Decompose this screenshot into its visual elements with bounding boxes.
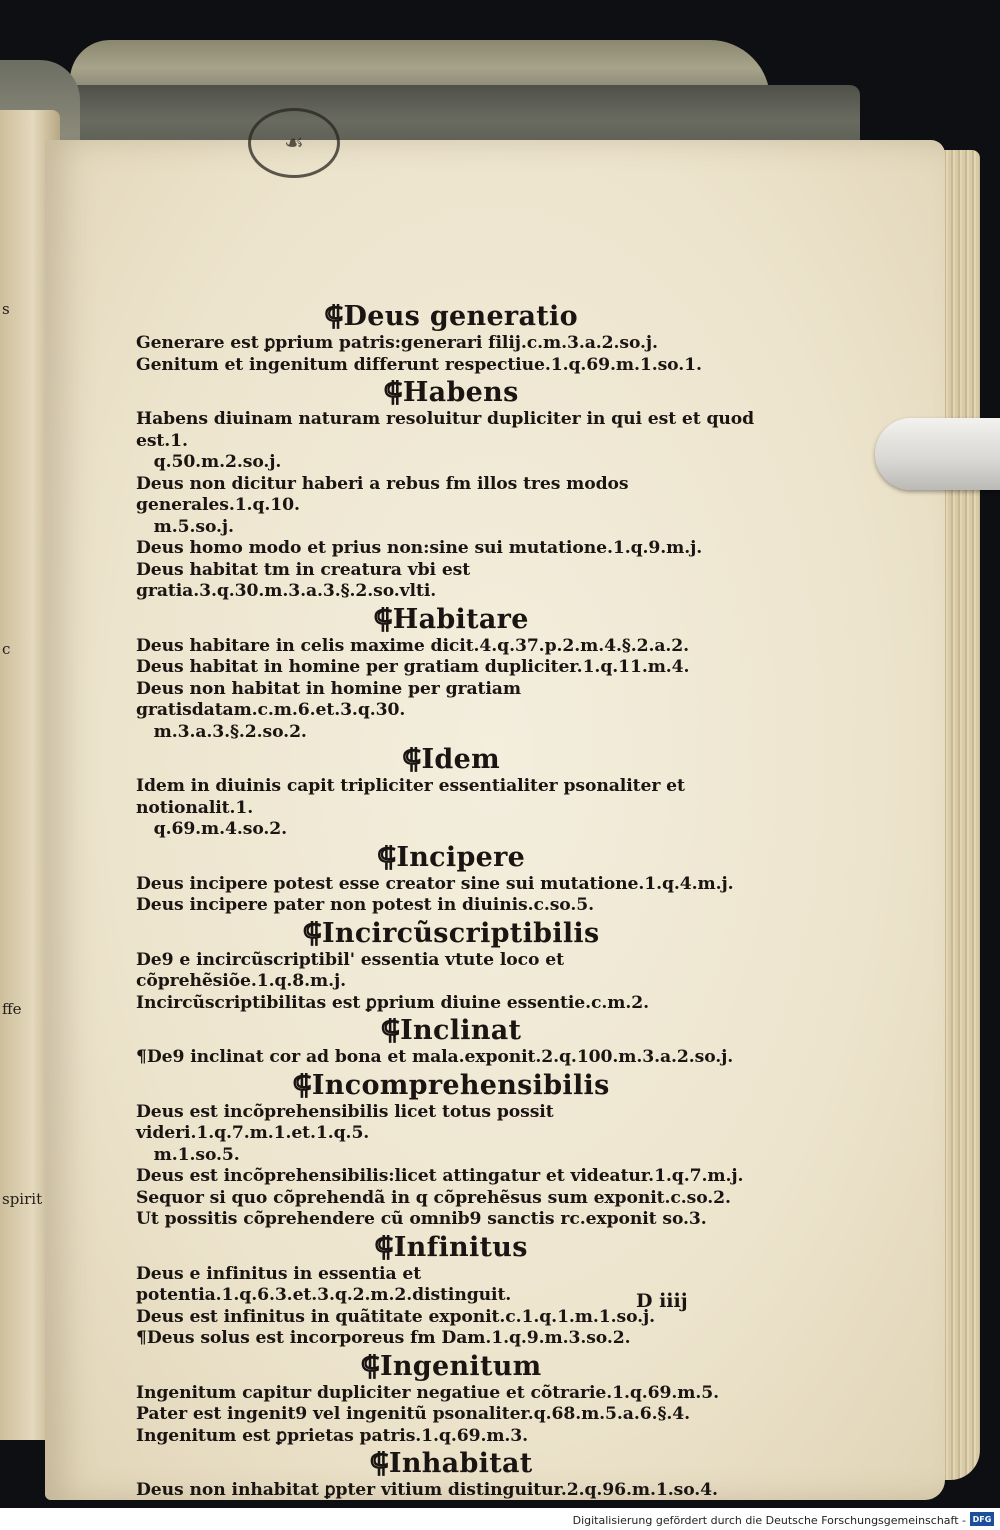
entry-line: m.3.a.3.§.2.so.2. [136,721,307,742]
pilcrow-icon: ⸿ [383,377,403,408]
section-heading [136,1014,766,1047]
left-page-fragment: spirit [2,1190,43,1208]
section-heading-text: Incipere [396,841,526,873]
funding-notice: Digitalisierung gefördert durch die Deutsche Forschungsgemeinschaft - [572,1514,966,1527]
entry-line: Ingenitum capitur dupliciter negatiue et cõtrarie.1.q.69.m.5. [136,1382,719,1403]
section-heading [136,603,766,636]
entry-line: m.5.so.j. [136,516,234,537]
entry-line: Deus incipere potest esse creator sine sui mutatione.1.q.4.m.j. [136,873,734,894]
section-heading [136,917,766,950]
entry-line: ¶De9 inclinat cor ad bona et mala.exponit.2.q.100.m.3.a.2.so.j. [136,1047,734,1067]
section-heading-text: Deus generatio [343,301,578,332]
signature-mark: D iiij [636,1290,688,1312]
entry-line: Deus habitat in homine per gratiam dupliciter.1.q.11.m.4. [136,657,690,677]
entry-line: Ut possitis cõprehendere cũ omnib9 sanctis rc.exponit so.3. [136,1209,707,1229]
entry-line: q.69.m.4.so.2. [136,819,288,839]
pilcrow-icon: ⸿ [376,841,397,873]
section-heading-text: Habitare [392,603,529,635]
section-heading [136,376,766,409]
section-heading [136,1231,766,1264]
pilcrow-icon: ⸿ [380,1015,401,1046]
page-clip [875,418,1000,490]
entry-line: Ingenitum est ꝑprietas patris.1.q.69.m.3. [136,1425,529,1446]
section-heading [136,1350,766,1383]
section-heading [136,300,766,333]
footer-bar [0,1508,1000,1530]
pilcrow-icon: ⸿ [369,1448,389,1479]
section-heading [136,743,766,776]
entry-line: Deus est infinitus in quãtitate exponit.c.1.q.1.m.1.so.j. [136,1306,656,1327]
pilcrow-icon: ⸿ [373,603,393,635]
entry-line: Habens diuinam naturam resoluitur dupliciter in qui est et quod est.1. [136,409,760,451]
entry-line: Deus habitare in celis maxime dicit.4.q.37.p.2.m.4.§.2.a.2. [136,635,690,656]
pilcrow-icon: ⸿ [374,1231,394,1263]
section-heading-text: Habens [402,377,519,408]
entry-line: Deus incipere pater non potest in diuinis.c.so.5. [136,895,594,915]
pilcrow-icon: ⸿ [360,1350,380,1382]
entry-line: Deus e infinitus in essentia et potentia.1.q.6.3.et.3.q.2.m.2.distinguit. [136,1263,512,1305]
section-heading-text: Incircũscriptibilis [321,917,600,949]
entry-line: Deus est incõprehensibilis:licet attingatur et videatur.1.q.7.m.j. [136,1166,744,1186]
entry-line: Sequor si quo cõprehendã in q cõprehẽsus sum exponit.c.so.2. [136,1187,731,1208]
pilcrow-icon: ⸿ [292,1069,312,1101]
section-heading-text: Idem [421,744,500,775]
section-heading [136,1069,766,1102]
left-page-fragment: c [2,640,11,658]
entry-line: Deus homo modo et prius non:sine sui mutatione.1.q.9.m.j. [136,538,703,558]
section-heading-text: Ingenitum [379,1350,542,1382]
left-page-fragment: ffe [2,1000,22,1018]
library-stamp-icon: ☙ [248,108,340,178]
pilcrow-icon: ⸿ [402,744,422,775]
entry-line: Deus non dicitur haberi a rebus fm illos tres modos generales.1.q.10. [136,473,635,515]
section-heading [136,841,766,874]
entry-line: Incircũscriptibilitas est ꝑprium diuine essentie.c.m.2. [136,992,649,1013]
entry-line: Generare est ꝑprium patris:generari filij.c.m.3.a.2.so.j. [136,333,658,353]
dfg-logo-icon: DFG [970,1512,994,1526]
pilcrow-icon: ⸿ [324,301,344,332]
entry-line: ¶Deus solus est incorporeus fm Dam.1.q.9.m.3.so.2. [136,1328,631,1348]
entry-line: Deus habitat tm in creatura vbi est gratia.3.q.30.m.3.a.3.§.2.so.vlti. [136,559,476,601]
entry-line: Pater est ingenit9 vel ingenitũ psonaliter.q.68.m.5.a.6.§.4. [136,1404,690,1424]
entry-line: Deus non habitat in homine per gratiam gratisdatam.c.m.6.et.3.q.30. [136,678,527,720]
section-heading-text: Inhabitat [388,1448,533,1479]
section-heading [136,1447,766,1480]
page-text [136,300,766,1502]
entry-line: q.50.m.2.so.j. [136,452,282,472]
entry-line: De9 e incircũscriptibil' essentia vtute loco et cõprehẽsiõe.1.q.8.m.j. [136,949,570,991]
entry-line: Idem in diuinis capit tripliciter essentialiter psonaliter et notionalit.1. [136,776,691,818]
entry-line: Genitum et ingenitum differunt respectiue.1.q.69.m.1.so.1. [136,354,702,375]
section-heading-text: Incomprehensibilis [311,1069,610,1101]
pilcrow-icon: ⸿ [302,917,322,949]
entry-line: Deus est incõprehensibilis licet totus possit videri.1.q.7.m.1.et.1.q.5. [136,1101,560,1143]
section-heading-text: Inclinat [400,1015,522,1046]
entry-line: m.1.so.5. [136,1144,240,1165]
section-heading-text: Infinitus [393,1231,528,1263]
left-page-fragment: s [2,300,10,318]
entry-line: Deus non inhabitat ꝑpter vitium distinguitur.2.q.96.m.1.so.4. [136,1480,718,1500]
